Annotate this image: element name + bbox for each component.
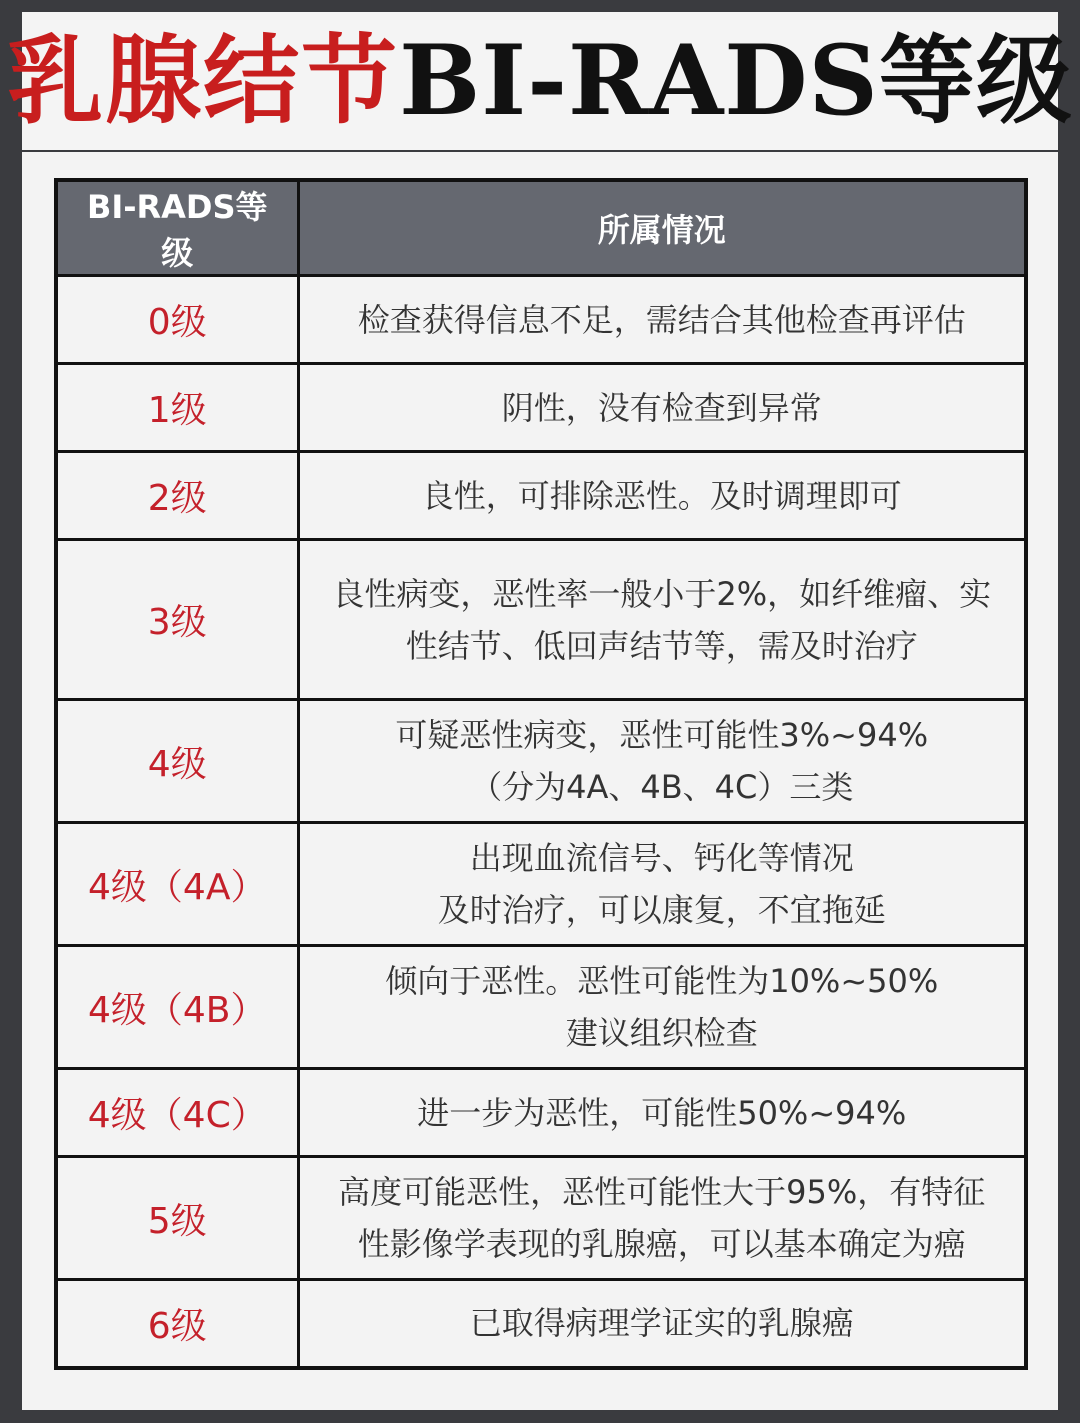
birads-table: [54, 178, 1028, 1370]
desc-cell: [298, 700, 1026, 823]
desc-cell: [298, 1157, 1026, 1280]
header-level: BI-RADS等级: [56, 180, 298, 276]
desc-cell: [298, 276, 1026, 364]
table-row: [56, 946, 1026, 1069]
desc-cell: [298, 540, 1026, 700]
table-area: [22, 152, 1058, 1410]
desc-line: 性结节、低回声结节等，需及时治疗: [405, 626, 918, 665]
desc-cell: [298, 1069, 1026, 1157]
desc-line: （分为4A、4B、4C）三类: [470, 768, 854, 806]
table-row: [56, 540, 1026, 700]
table-row: [56, 1157, 1026, 1280]
title-black-text: BI-RADS等级: [399, 24, 1073, 137]
level-cell: 4级: [56, 700, 298, 823]
desc-line: 检查获得信息不足，需结合其他检查再评估: [357, 300, 966, 339]
table-row: [56, 700, 1026, 823]
desc-cell: [298, 1280, 1026, 1368]
table-row: [56, 364, 1026, 452]
title-red-text: 乳腺结节: [7, 24, 400, 137]
desc-line: 已取得病理学证实的乳腺癌: [469, 1304, 854, 1343]
table-row: [56, 823, 1026, 946]
desc-cell: [298, 364, 1026, 452]
desc-cell: [298, 823, 1026, 946]
table-row: [56, 1280, 1026, 1368]
level-cell: 6级: [56, 1280, 298, 1368]
desc-line: 性影像学表现的乳腺癌，可以基本确定为癌: [357, 1225, 966, 1263]
desc-line: 建议组织检查: [565, 1014, 758, 1052]
desc-line: 进一步为恶性，可能性50%~94%: [417, 1093, 907, 1132]
page-title: [7, 12, 1073, 150]
header-situation: 所属情况: [298, 180, 1026, 276]
desc-line: 高度可能恶性，恶性可能性大于95%，有特征: [338, 1173, 986, 1211]
desc-line: 良性病变，恶性率一般小于2%，如纤维瘤、实: [332, 574, 992, 613]
level-cell: 1级: [56, 364, 298, 452]
level-cell: 5级: [56, 1157, 298, 1280]
level-cell: 2级: [56, 452, 298, 540]
level-cell: 4级（4A）: [56, 823, 298, 946]
level-cell: 0级: [56, 276, 298, 364]
level-cell: 4级（4B）: [56, 946, 298, 1069]
desc-line: 良性，可排除恶性。及时调理即可: [421, 476, 902, 515]
desc-line: 可疑恶性病变，恶性可能性3%~94%: [395, 716, 929, 754]
desc-line: 出现血流信号、钙化等情况: [469, 839, 854, 877]
desc-cell: [298, 946, 1026, 1069]
level-cell: 4级（4C）: [56, 1069, 298, 1157]
desc-line: 倾向于恶性。恶性可能性为10%~50%: [385, 962, 939, 1000]
level-cell: 3级: [56, 540, 298, 700]
table-row: [56, 452, 1026, 540]
desc-line: 及时治疗，可以康复，不宜拖延: [437, 891, 886, 929]
table-row: [56, 1069, 1026, 1157]
table-header-row: [56, 180, 1026, 276]
desc-cell: [298, 452, 1026, 540]
table-row: [56, 276, 1026, 364]
desc-line: 阴性，没有检查到异常: [501, 388, 822, 427]
